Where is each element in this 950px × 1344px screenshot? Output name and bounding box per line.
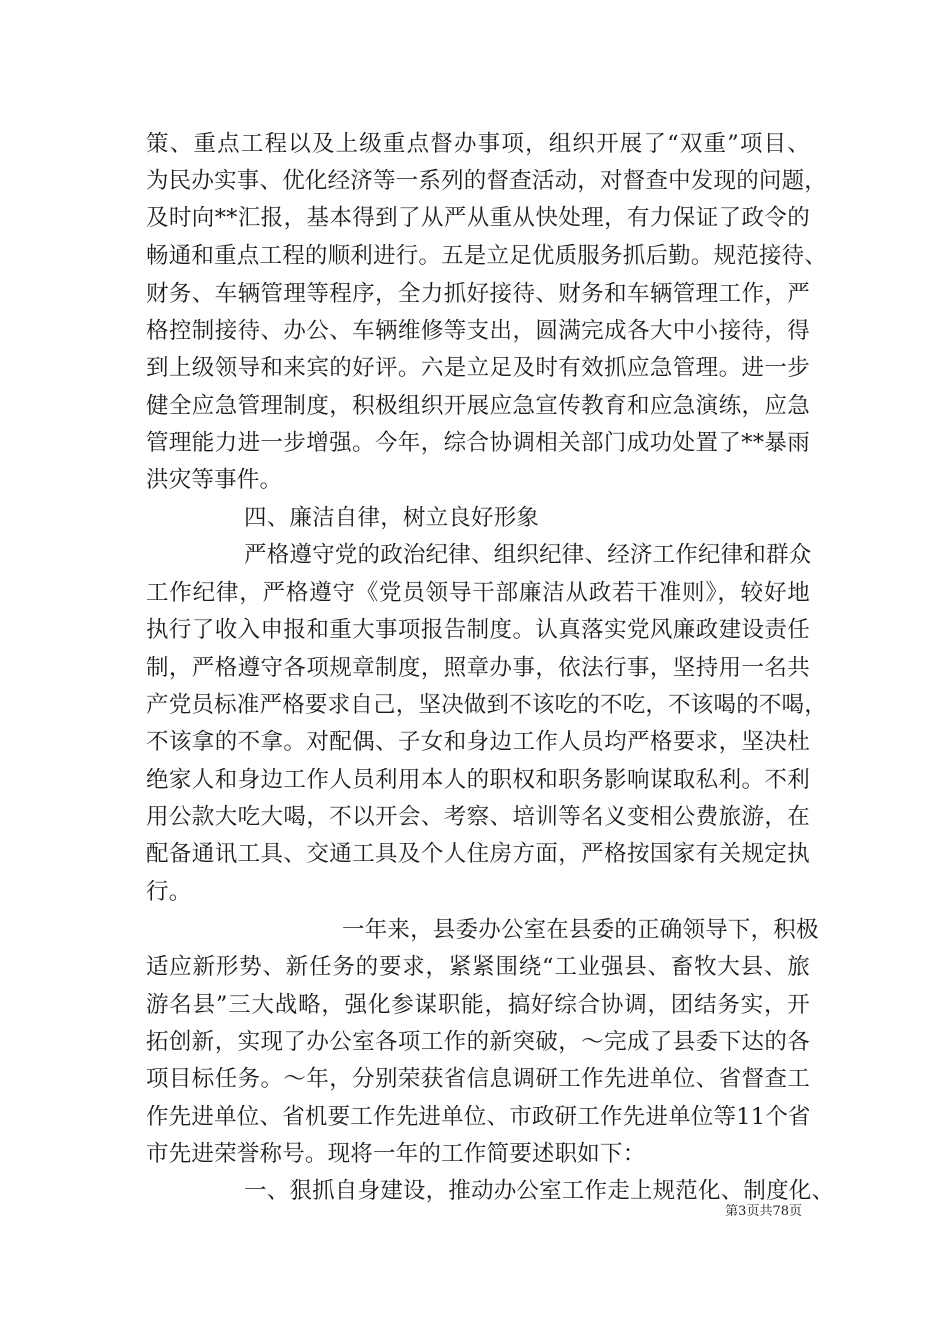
body-text-line: 项目标任务。～年，分别荣获省信息调研工作先进单位、省督查工 [146,1066,810,1092]
body-text-line: 严格遵守党的政治纪律、组织纪律、经济工作纪律和群众 [244,542,812,568]
body-text-line: 用公款大吃大喝，不以开会、考察、培训等名义变相公费旅游，在 [146,804,810,830]
body-text-line: 格控制接待、办公、车辆维修等支出，圆满完成各大中小接待，得 [146,318,810,344]
body-text-line: 作先进单位、省机要工作先进单位、市政研工作先进单位等11个省 [146,1104,811,1130]
body-text-line: 财务、车辆管理等程序，全力抓好接待、财务和车辆管理工作，严 [146,281,810,307]
body-text-line: 为民办实事、优化经济等一系列的督查活动，对督查中发现的问题， [146,168,828,194]
section-heading: 一、狠抓自身建设，推动办公室工作走上规范化、制度化、 [244,1178,835,1204]
body-text-line: 绝家人和身边工作人员利用本人的职权和职务影响谋取私利。不利 [146,767,810,793]
body-text-line: 行。 [146,879,192,905]
body-text-line: 健全应急管理制度，积极组织开展应急宣传教育和应急演练，应急 [146,393,810,419]
body-text-line: 畅通和重点工程的顺利进行。五是立足优质服务抓后勤。规范接待、 [146,243,828,269]
body-text-line: 制，严格遵守各项规章制度，照章办事，依法行事，坚持用一名共 [146,655,810,681]
body-text-line: 执行了收入申报和重大事项报告制度。认真落实党风廉政建设责任 [146,617,810,643]
body-text-line: 适应新形势、新任务的要求，紧紧围绕“工业强县、畜牧大县、旅 [146,954,810,980]
body-text-line: 产党员标准严格要求自己，坚决做到不该吃的不吃，不该喝的不喝， [146,692,828,718]
body-text-line: 工作纪律，严格遵守《党员领导干部廉洁从政若干准则》，较好地 [146,580,810,606]
body-text-line: 一年来，县委办公室在县委的正确领导下，积极 [342,917,819,943]
body-text-line: 及时向**汇报，基本得到了从严从重从快处理，有力保证了政令的 [146,205,810,231]
section-heading: 四、廉洁自律，树立良好形象 [244,505,540,531]
page-number-footer: 第3页共78页 [725,1204,802,1219]
body-text-line: 不该拿的不拿。对配偶、子女和身边工作人员均严格要求，坚决杜 [146,729,810,755]
body-text-line: 市先进荣誉称号。现将一年的工作简要述职如下： [146,1141,646,1167]
body-text-line: 洪灾等事件。 [146,467,283,493]
body-text-line: 到上级领导和来宾的好评。六是立足及时有效抓应急管理。进一步 [146,355,810,381]
body-text-line: 配备通讯工具、交通工具及个人住房方面，严格按国家有关规定执 [146,841,810,867]
body-text-line: 拓创新，实现了办公室各项工作的新突破，～完成了县委下达的各 [146,1029,810,1055]
body-text-line: 策、重点工程以及上级重点督办事项，组织开展了“双重”项目、 [146,131,810,157]
body-text-line: 管理能力进一步增强。今年，综合协调相关部门成功处置了**暴雨 [146,430,810,456]
body-text-line: 游名县”三大战略，强化参谋职能，搞好综合协调，团结务实，开 [146,992,810,1018]
